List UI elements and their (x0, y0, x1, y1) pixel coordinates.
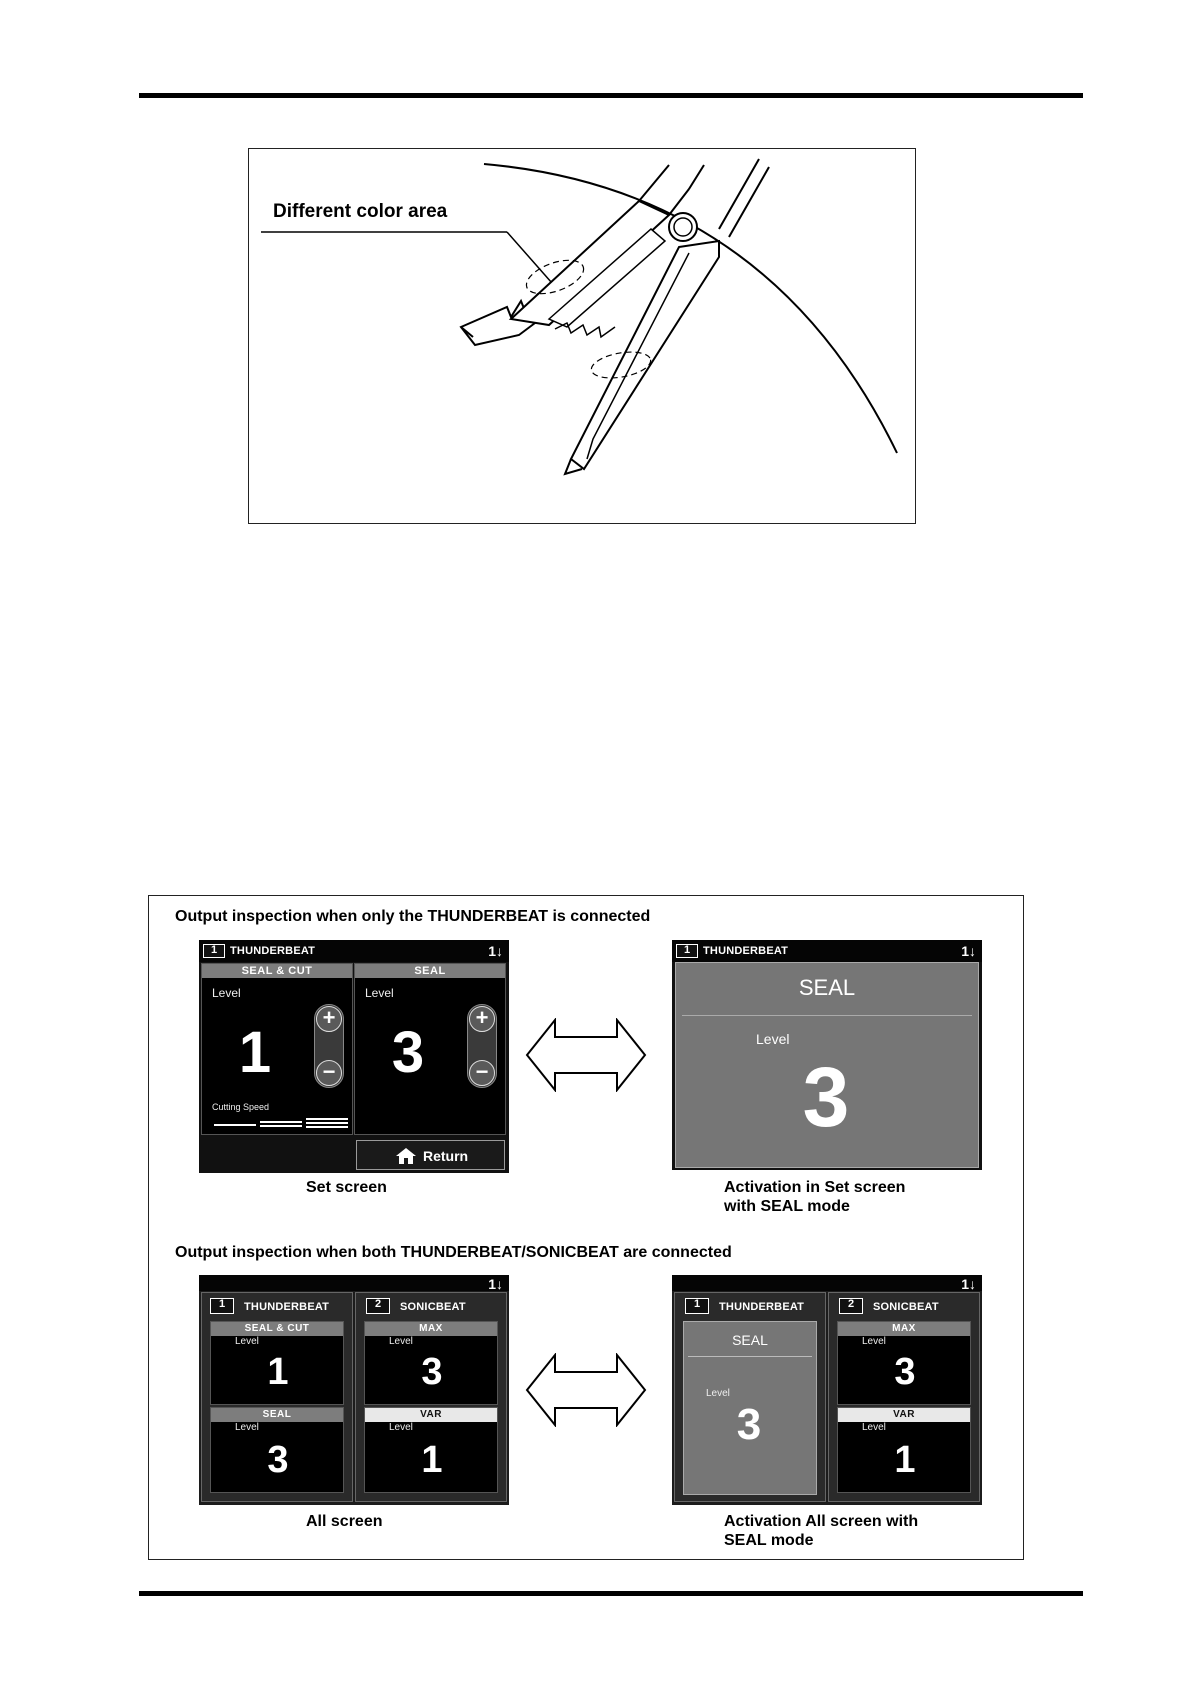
sonicbeat-column (355, 1292, 507, 1502)
activation-all-titlebar (672, 1275, 982, 1291)
var-pane (837, 1407, 971, 1493)
double-arrow-icon (525, 1353, 647, 1427)
channel-badge: 1 (203, 944, 225, 958)
activation-all-screen (672, 1275, 982, 1505)
section1-heading: Output inspection when only the THUNDERBEAT is connected (175, 908, 651, 925)
divider (682, 1015, 972, 1016)
seal-active-panel (675, 962, 979, 1168)
activation-set-caption (724, 1178, 905, 1216)
thunderbeat-column (201, 1292, 353, 1502)
seal-cut-pane (201, 963, 353, 1135)
device-name: SONICBEAT (873, 1301, 939, 1313)
activation-all-caption (724, 1512, 918, 1550)
set-screen-caption: Set screen (306, 1179, 387, 1196)
level-label: Level (706, 1388, 730, 1399)
device-name: THUNDERBEAT (703, 945, 789, 957)
mode-label: SEAL (355, 964, 505, 978)
caption-line-1: Activation All screen with (724, 1513, 919, 1530)
swap-icon[interactable]: 1↓ (488, 1276, 503, 1292)
mode-label: SEAL (798, 975, 856, 1000)
all-screen (199, 1275, 509, 1505)
device-name: THUNDERBEAT (719, 1301, 805, 1313)
mode-label: SEAL (211, 1408, 343, 1422)
mode-label: SEAL (732, 1332, 768, 1348)
minus-button[interactable]: − (469, 1060, 495, 1086)
seal-pane (354, 963, 506, 1135)
var-pane (364, 1407, 498, 1493)
level-label: Level (862, 1422, 886, 1433)
mode-label: SEAL & CUT (211, 1322, 343, 1336)
device-name: THUNDERBEAT (230, 945, 316, 957)
caption-line-1: Activation in Set screen (724, 1179, 906, 1196)
double-arrow-icon (525, 1018, 647, 1092)
channel-badge: 2 (839, 1298, 863, 1314)
instrument-drawing (249, 149, 915, 523)
mode-label: VAR (365, 1408, 497, 1422)
all-screen-titlebar (199, 1275, 509, 1291)
device-name: THUNDERBEAT (244, 1301, 330, 1313)
cutting-speed-indicator (214, 1114, 349, 1132)
seal-cut-pane (210, 1321, 344, 1405)
header-rule (139, 93, 1083, 98)
channel-badge: 1 (676, 944, 698, 958)
cutting-speed-label: Cutting Speed (212, 1102, 270, 1112)
level-label: Level (212, 986, 241, 1000)
all-screen-caption: All screen (306, 1513, 383, 1530)
channel-badge: 1 (685, 1298, 709, 1314)
level-value: 3 (894, 1351, 916, 1393)
level-stepper (314, 1004, 344, 1088)
level-label: Level (235, 1336, 259, 1347)
instrument-figure (248, 148, 916, 524)
set-screen (199, 940, 509, 1173)
swap-icon[interactable]: 1↓ (488, 943, 503, 959)
return-label: Return (423, 1148, 469, 1164)
level-value: 1 (894, 1439, 916, 1481)
level-label: Level (389, 1336, 413, 1347)
sonicbeat-column (828, 1292, 980, 1502)
home-icon (395, 1148, 417, 1164)
level-value: 1 (267, 1351, 289, 1393)
level-value: 3 (421, 1351, 443, 1393)
divider (688, 1356, 812, 1357)
return-button[interactable] (356, 1140, 505, 1170)
set-screen-titlebar (199, 940, 509, 962)
plus-button[interactable]: + (469, 1006, 495, 1032)
level-value: 1 (421, 1439, 443, 1481)
thunderbeat-column (674, 1292, 826, 1502)
mode-label: SEAL & CUT (202, 964, 352, 978)
level-value: 1 (238, 1020, 272, 1085)
mode-label: MAX (365, 1322, 497, 1336)
channel-badge: 2 (366, 1298, 390, 1314)
swap-icon[interactable]: 1↓ (961, 943, 976, 959)
footer-rule (139, 1591, 1083, 1596)
level-label: Level (862, 1336, 886, 1347)
mode-label: MAX (838, 1322, 970, 1336)
channel-badge: 1 (210, 1298, 234, 1314)
level-label: Level (756, 1031, 790, 1047)
activation-set-titlebar (672, 940, 982, 962)
caption-line-2: SEAL mode (724, 1532, 814, 1549)
level-value: 3 (391, 1020, 425, 1085)
minus-button[interactable]: − (316, 1060, 342, 1086)
seal-pane (210, 1407, 344, 1493)
section2-heading: Output inspection when both THUNDERBEAT/SONICBEAT are connected (175, 1244, 732, 1261)
level-label: Level (389, 1422, 413, 1433)
level-stepper (467, 1004, 497, 1088)
activation-set-screen (672, 940, 982, 1170)
level-label: Level (235, 1422, 259, 1433)
seal-active-panel (683, 1321, 817, 1495)
level-value: 3 (736, 1400, 762, 1449)
device-name: SONICBEAT (400, 1301, 466, 1313)
max-pane (364, 1321, 498, 1405)
max-pane (837, 1321, 971, 1405)
plus-button[interactable]: + (316, 1006, 342, 1032)
caption-line-2: with SEAL mode (724, 1198, 850, 1215)
level-label: Level (365, 986, 394, 1000)
swap-icon[interactable]: 1↓ (961, 1276, 976, 1292)
level-value: 3 (802, 1050, 850, 1144)
level-value: 3 (267, 1439, 289, 1481)
callout-label: Different color area (273, 201, 448, 222)
mode-label: VAR (838, 1408, 970, 1422)
